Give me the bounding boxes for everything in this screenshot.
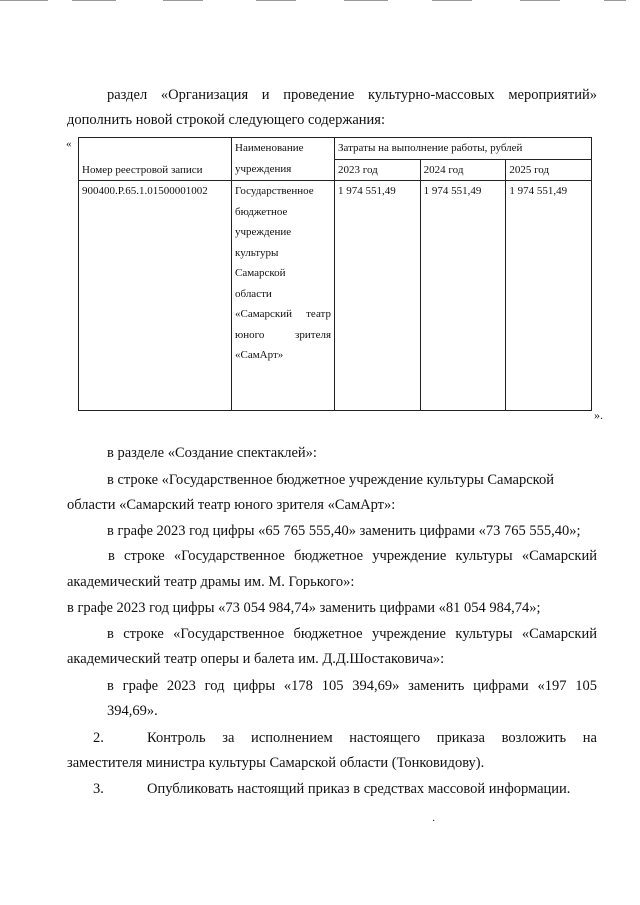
institution-line: Государственное [235, 185, 314, 197]
paragraph-line: в строке «Государственное бюджетное учреждение культуры Самарской [107, 472, 554, 488]
paragraph-line: в графе 2023 год цифры «178 105 394,69» заменить цифрами «197 105 [107, 678, 597, 694]
col-registry-header: Номер реестровой записи [79, 138, 232, 181]
col-name-header [232, 138, 335, 181]
paragraph-line: в графе 2023 год цифры «73 054 984,74» заменить цифрами «81 054 984,74»; [67, 600, 541, 616]
table-open-quote: « [66, 138, 72, 150]
item-number: 3. [93, 781, 104, 797]
institution-line: учреждение [235, 226, 292, 238]
value-cell: 1 974 551,49 [420, 181, 506, 411]
intro-line: дополнить новой строкой следующего содержания: [67, 112, 386, 128]
table-close-quote: ». [594, 408, 603, 422]
registry-table [78, 137, 592, 411]
scan-mark [163, 0, 203, 1]
year-header: 2024 год [420, 159, 506, 181]
paragraph-line: академический театр драмы им. М. Горького»: [67, 574, 355, 590]
paragraph-line: Опубликовать настоящий приказ в средствах массовой информации. [147, 781, 571, 797]
institution-line: области [235, 287, 272, 300]
institution-line: юного зрителя [235, 328, 331, 341]
col-name-header-line: Наименование [235, 142, 304, 154]
paragraph-line: в строке «Государственное бюджетное учреждение культуры «Самарский [108, 548, 597, 564]
year-header: 2023 год [335, 159, 421, 181]
scan-mark [520, 0, 560, 1]
institution-line: Самарской [235, 267, 286, 279]
paragraph-line: заместителя министра культуры Самарской области (Тонковидову). [67, 755, 485, 771]
value-cell: 1 974 551,49 [335, 181, 421, 411]
section-heading: в разделе «Создание спектаклей»: [107, 445, 317, 461]
paragraph-line: области «Самарский театр юного зрителя «СамАрт»: [67, 497, 396, 513]
item-number: 2. [93, 730, 104, 746]
col-name-header-line: учреждения [235, 162, 292, 175]
paragraph-line: в графе 2023 год цифры «65 765 555,40» заменить цифрами «73 765 555,40»; [107, 523, 581, 539]
scan-mark [72, 0, 116, 1]
scan-mark [604, 0, 626, 1]
year-header: 2025 год [506, 159, 592, 181]
paragraph-line: академический театр оперы и балета им. Д.Д.Шостаковича»: [67, 651, 445, 667]
scan-mark [256, 0, 296, 1]
institution-line: культуры [235, 246, 279, 259]
paragraph-line: в строке «Государственное бюджетное учреждение культуры «Самарский [107, 626, 597, 642]
scan-dot: · [432, 816, 436, 827]
institution-line: «СамАрт» [235, 349, 284, 361]
institution-cell [232, 181, 335, 411]
institution-line: бюджетное [235, 205, 288, 218]
col-costs-header: Затраты на выполнение работы, рублей [335, 138, 592, 160]
scan-mark [432, 0, 472, 1]
value-cell: 1 974 551,49 [506, 181, 592, 411]
institution-line: «Самарский театр [235, 308, 331, 320]
paragraph-line: 394,69». [107, 703, 158, 719]
paragraph-line: Контроль за исполнением настоящего приказа возложить на [147, 730, 597, 746]
registry-cell: 900400.Р.65.1.01500001002 [79, 181, 232, 411]
scan-mark [344, 0, 388, 1]
intro-line: раздел «Организация и проведение культурно-массовых мероприятий» [107, 87, 597, 103]
scan-mark [0, 0, 48, 1]
